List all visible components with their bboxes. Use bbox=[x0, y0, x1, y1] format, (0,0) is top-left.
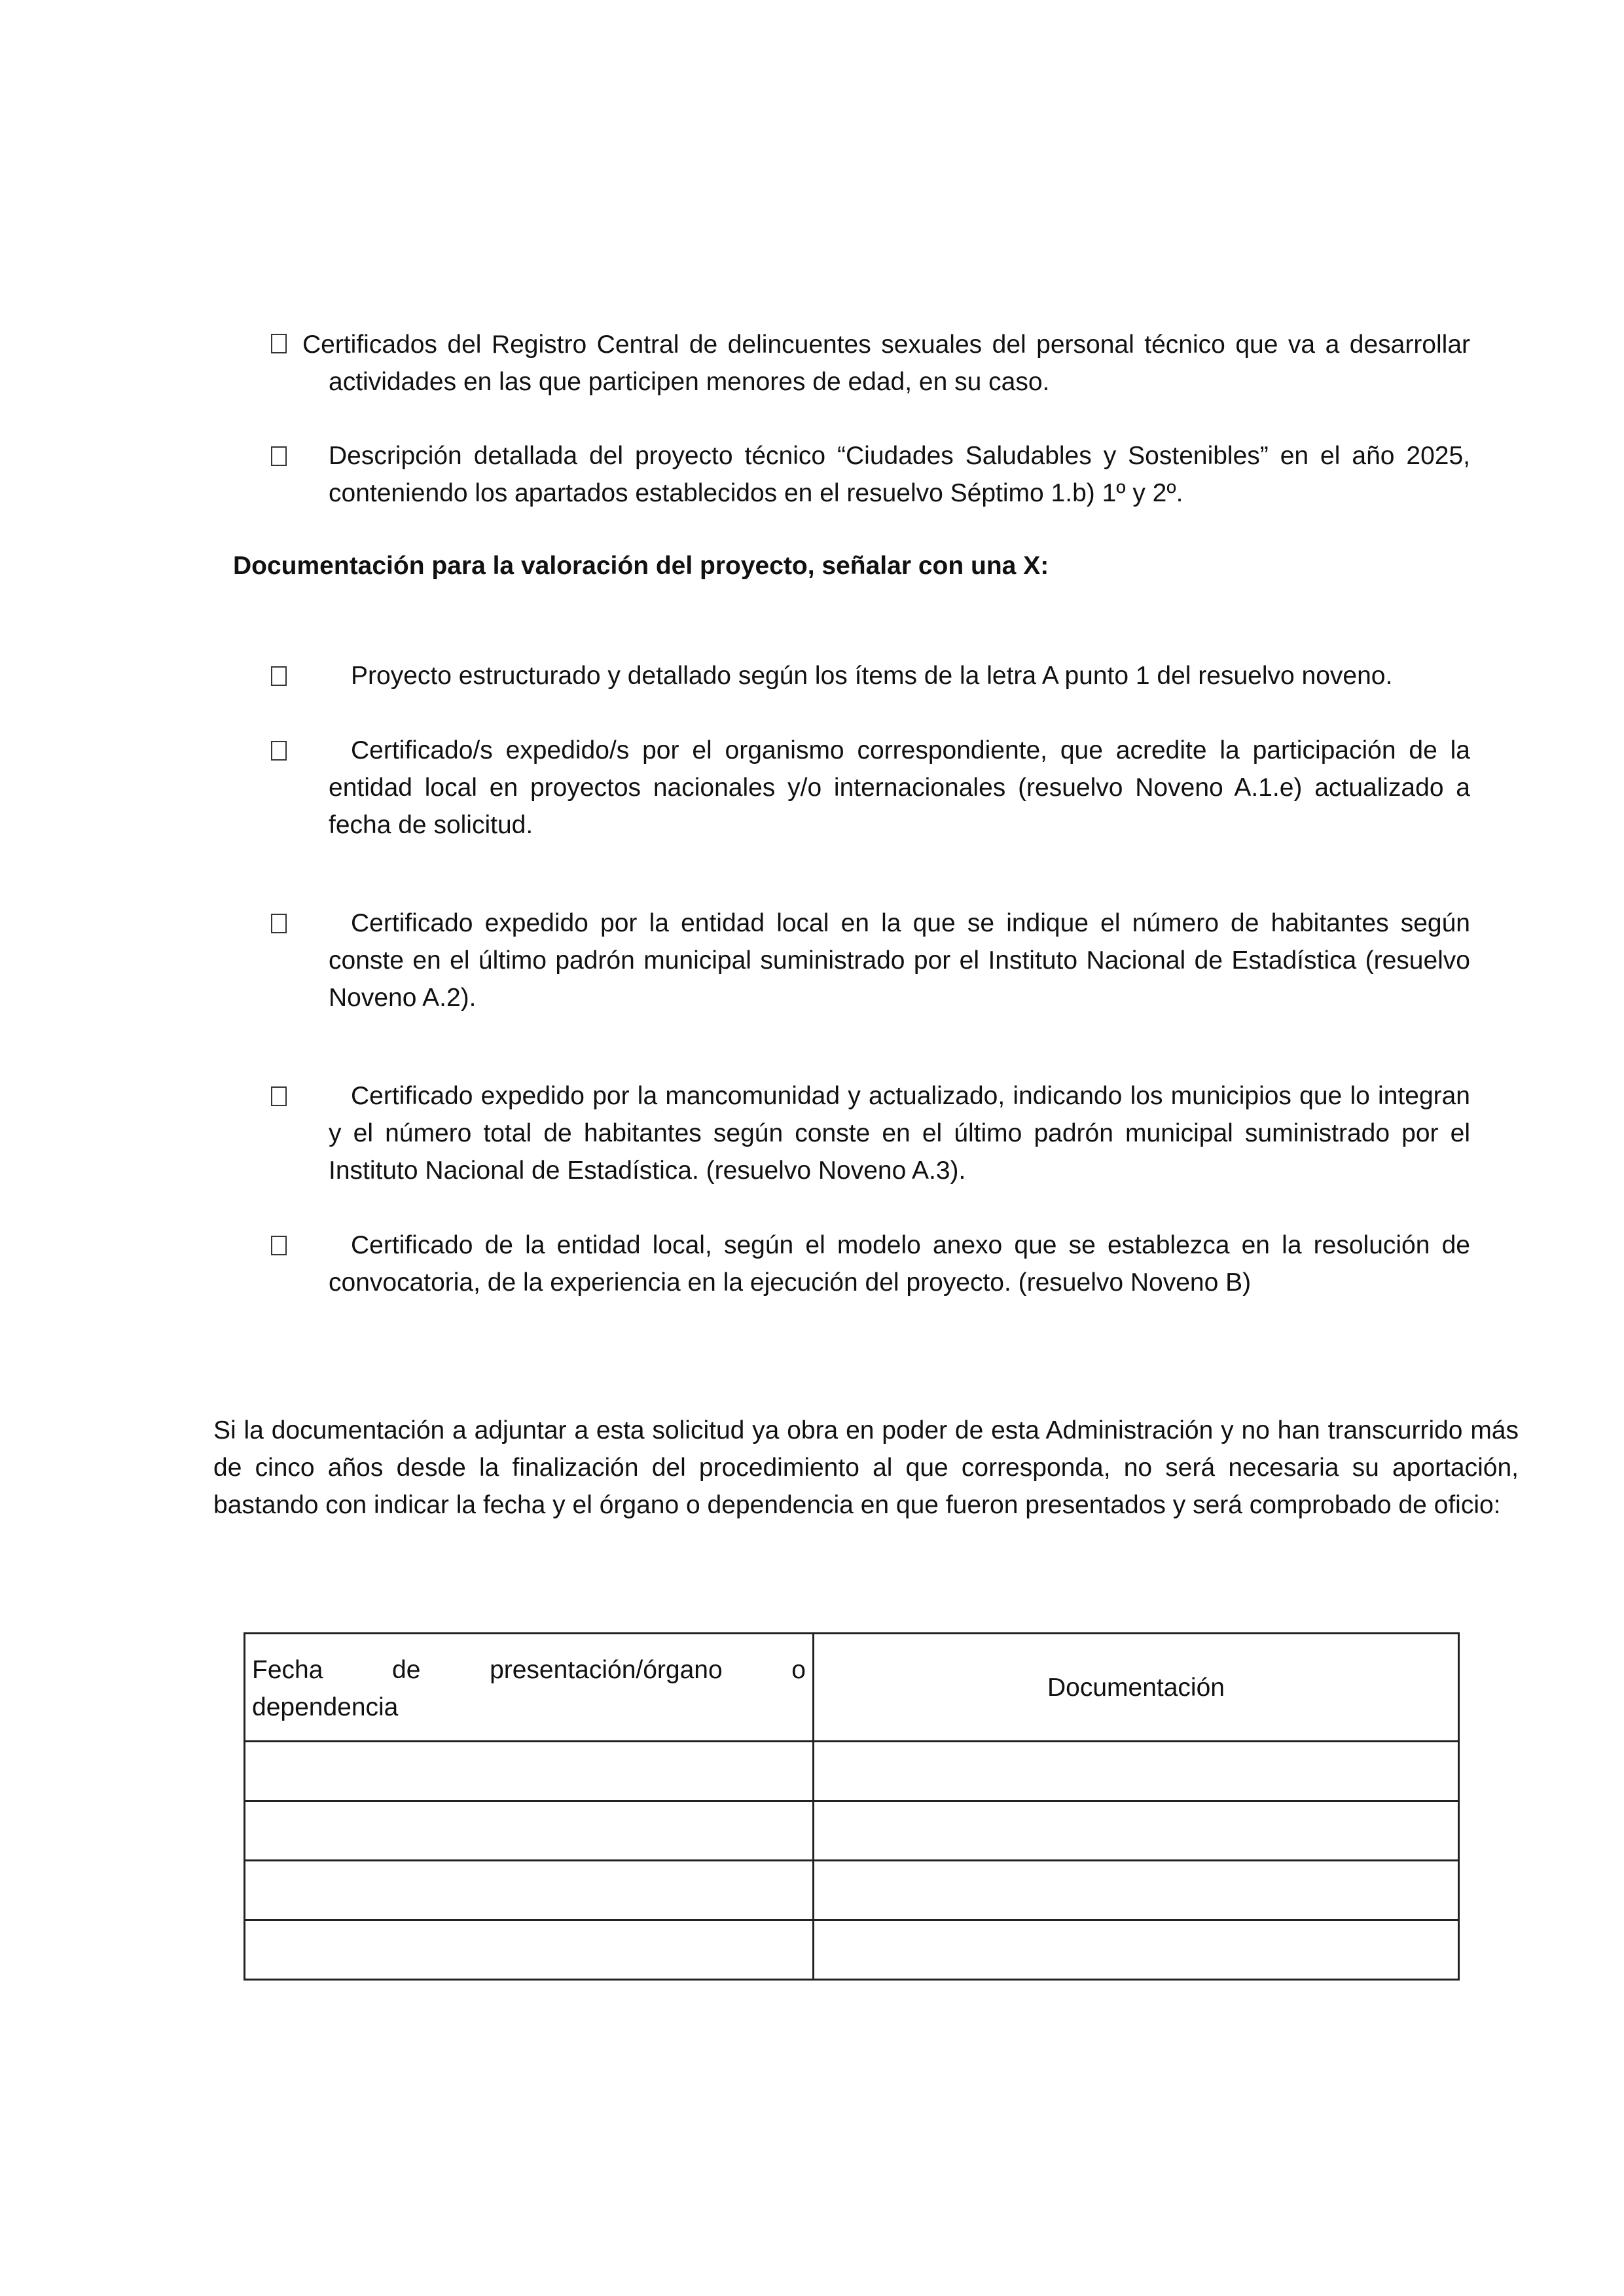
checklist-text bbox=[302, 326, 1470, 401]
checkbox[interactable] bbox=[271, 1236, 287, 1255]
checklist-text: Descripción detallada del proyecto técnico “Ciudades Saludables y Sostenibles” en el año 2025, conteniendo los apartados establecidos en el resuelvo Séptimo 1.b) 1º y 2º. bbox=[329, 442, 1470, 507]
table-cell-fecha[interactable] bbox=[245, 1801, 814, 1861]
table-cell-documentacion[interactable] bbox=[814, 1920, 1459, 1980]
header-line-2: dependencia bbox=[252, 1693, 399, 1721]
header-line-1: Fecha de presentación/órgano o bbox=[252, 1656, 806, 1684]
checklist-text: Certificado de la entidad local, según el modelo anexo que se establezca en la resolución de convocatoria, de la experiencia en la ejecución del proyecto. (resuelvo Noveno B) bbox=[329, 1231, 1470, 1297]
table-cell-fecha[interactable] bbox=[245, 1742, 814, 1801]
table-cell-fecha[interactable] bbox=[245, 1920, 814, 1980]
table-row bbox=[245, 1801, 1459, 1861]
checkbox[interactable] bbox=[271, 446, 287, 466]
table-cell-fecha[interactable] bbox=[245, 1861, 814, 1920]
table-row bbox=[245, 1920, 1459, 1980]
checklist-text: Proyecto estructurado y detallado según los ítems de la letra A punto 1 del resuelvo noveno. bbox=[351, 662, 1393, 690]
checkbox[interactable] bbox=[271, 741, 287, 761]
table-header-row bbox=[245, 1634, 1459, 1742]
checkbox[interactable] bbox=[271, 1086, 287, 1106]
table-row bbox=[245, 1742, 1459, 1801]
section-heading: Documentación para la valoración del proyecto, señalar con una X: bbox=[233, 552, 1049, 580]
checklist-text-content: Certificados del Registro Central de delincuentes sexuales del personal técnico que va a desarrollar actividades en las que participen menores de edad, en su caso. bbox=[302, 331, 1470, 396]
checklist-text: Certificado expedido por la mancomunidad y actualizado, indicando los municipios que lo integran y el número total de habitantes según conste en el último padrón municipal suministrado por el Instituto Nacional de Estadística. (resuelvo Noveno A.3). bbox=[329, 1082, 1470, 1185]
checkbox[interactable] bbox=[271, 914, 287, 933]
table-cell-documentacion[interactable] bbox=[814, 1801, 1459, 1861]
header-fecha-organo bbox=[245, 1634, 814, 1742]
checklist-text: Certificado expedido por la entidad local en la que se indique el número de habitantes según conste en el último padrón municipal suministrado por el Instituto Nacional de Estadística (resuelvo Noveno A.2). bbox=[329, 909, 1470, 1012]
table-row bbox=[245, 1861, 1459, 1920]
table-cell-documentacion[interactable] bbox=[814, 1861, 1459, 1920]
header-documentacion: Documentación bbox=[814, 1634, 1459, 1742]
checkbox[interactable] bbox=[271, 666, 287, 686]
closing-paragraph: Si la documentación a adjuntar a esta solicitud ya obra en poder de esta Administración y no han transcurrido más de cinco años desde la finalización del procedimiento al que corresponda, no será necesaria su aportación, bastando con indicar la fecha y el órgano o dependencia en que fueron presentados y será comprobado de oficio: bbox=[213, 1416, 1519, 1519]
checklist-text: Certificado/s expedido/s por el organismo correspondiente, que acredite la participación de la entidad local en proyectos nacionales y/o internacionales (resuelvo Noveno A.1.e) actualizado a fecha de solicitud. bbox=[329, 736, 1470, 839]
table-cell-documentacion[interactable] bbox=[814, 1742, 1459, 1801]
documentation-table bbox=[244, 1632, 1460, 1981]
checkbox[interactable] bbox=[271, 334, 287, 353]
